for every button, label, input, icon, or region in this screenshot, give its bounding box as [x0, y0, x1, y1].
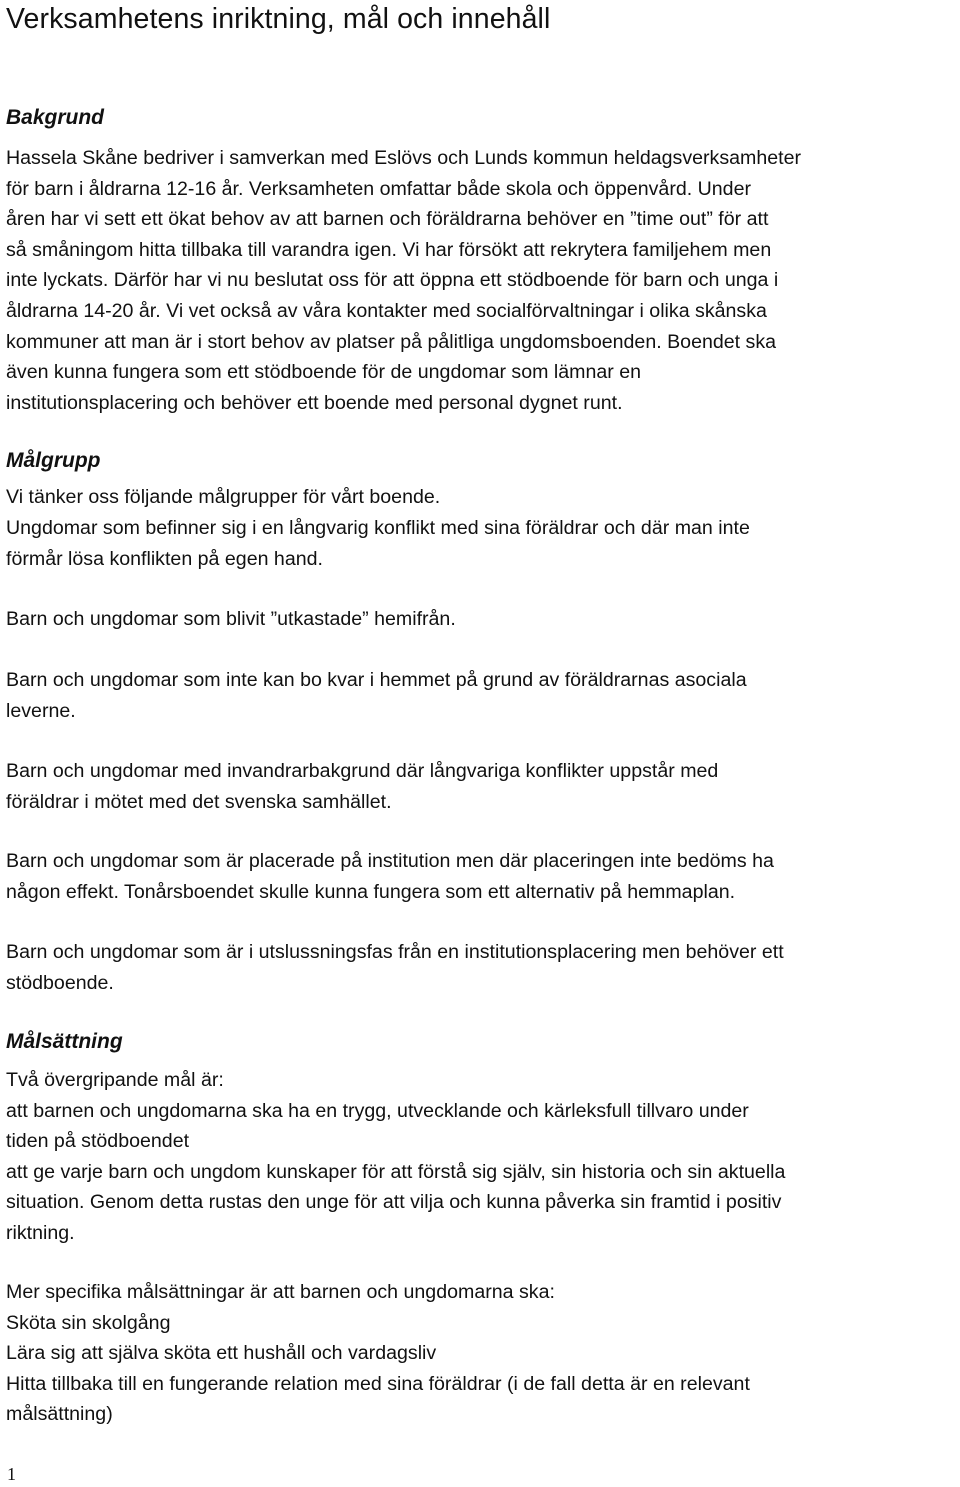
text-line: åren har vi sett ett ökat behov av att barnen och föräldrarna behöver en ”time out” för att	[6, 208, 769, 231]
target-group-item	[6, 665, 956, 726]
text-line: för barn i åldrarna 12-16 år. Verksamheten omfattar både skola och öppenvård. Under	[6, 177, 752, 200]
text-line: situation. Genom detta rustas den unge för att vilja och kunna påverka sin framtid i positiv	[6, 1191, 782, 1214]
text-line: föräldrar i mötet med det svenska samhället.	[6, 790, 392, 813]
text-line: att ge varje barn och ungdom kunskaper för att förstå sig själv, sin historia och sin aktuella	[6, 1160, 786, 1183]
text-line: Hitta tillbaka till en fungerande relation med sina föräldrar (i de fall detta är en relevant	[6, 1372, 750, 1395]
text-line: att barnen och ungdomarna ska ha en trygg, utvecklande och kärleksfull tillvaro under	[6, 1099, 749, 1122]
text-line: stödboende.	[6, 971, 114, 994]
text-line: Två övergripande mål är:	[6, 1069, 224, 1091]
text-line: förmår lösa konflikten på egen hand.	[6, 547, 323, 570]
heading-bakgrund: Bakgrund	[6, 106, 105, 129]
text-line: kommuner att man är i stort behov av platser på pålitliga ungdomsboenden. Boendet ska	[6, 330, 777, 353]
target-group-item	[6, 513, 956, 574]
text-line: Mer specifika målsättningar är att barnen och ungdomarna ska:	[6, 1281, 555, 1303]
text-line: institutionsplacering och behöver ett boende med personal dygnet runt.	[6, 391, 623, 414]
text-line: Barn och ungdomar som är placerade på institution men där placeringen inte bedöms ha	[6, 850, 774, 872]
heading-malgrupp: Målgrupp	[6, 449, 101, 472]
text-line: Ungdomar som befinner sig i en långvarig konflikt med sina föräldrar och där man inte	[6, 517, 750, 539]
text-line: åldrarna 14-20 år. Vi vet också av våra kontakter med socialförvaltningar i olika skånska	[6, 299, 767, 322]
text-line: inte lyckats. Därför har vi nu beslutat oss för att öppna ett stödboende för barn och unga i	[6, 269, 779, 292]
text-line: Barn och ungdomar som är i utslussningsfas från en institutionsplacering men behöver ett	[6, 941, 784, 963]
specific-goals-paragraph	[6, 1277, 956, 1430]
text-line: så småningom hitta tillbaka till varandra igen. Vi har försökt att rekrytera familjehem men	[6, 238, 772, 261]
text-line: Barn och ungdomar med invandrarbakgrund där långvariga konflikter uppstår med	[6, 760, 719, 782]
malsattning-paragraph	[6, 1065, 956, 1249]
text-line: riktning.	[6, 1221, 75, 1244]
text-line: Sköta sin skolgång	[6, 1311, 171, 1334]
target-group-item	[6, 756, 956, 817]
target-group-item	[6, 937, 956, 998]
target-group-item	[6, 604, 956, 635]
text-line: målsättning)	[6, 1403, 113, 1426]
text-line: Barn och ungdomar som inte kan bo kvar i hemmet på grund av föräldrarnas asociala	[6, 669, 747, 691]
text-line: även kunna fungera som ett stödboende för de ungdomar som lämnar en	[6, 361, 642, 384]
bakgrund-paragraph	[6, 143, 956, 418]
text-line: tiden på stödboendet	[6, 1130, 190, 1153]
text-line: någon effekt. Tonårsboendet skulle kunna fungera som ett alternativ på hemmaplan.	[6, 880, 736, 903]
text-line: Barn och ungdomar som blivit ”utkastade” hemifrån.	[6, 608, 456, 630]
page-number: 1	[7, 1464, 16, 1484]
text-line: Hassela Skåne bedriver i samverkan med Eslövs och Lunds kommun heldagsverksamheter	[6, 147, 802, 169]
page-title: Verksamhetens inriktning, mål och innehåll	[6, 3, 551, 35]
text-line: Vi tänker oss följande målgrupper för vårt boende.	[6, 486, 441, 508]
heading-malsattning: Målsättning	[6, 1030, 123, 1053]
malgrupp-intro	[6, 482, 956, 513]
target-group-item	[6, 846, 956, 907]
text-line: Lära sig att själva sköta ett hushåll och vardagsliv	[6, 1342, 437, 1365]
text-line: leverne.	[6, 699, 76, 722]
